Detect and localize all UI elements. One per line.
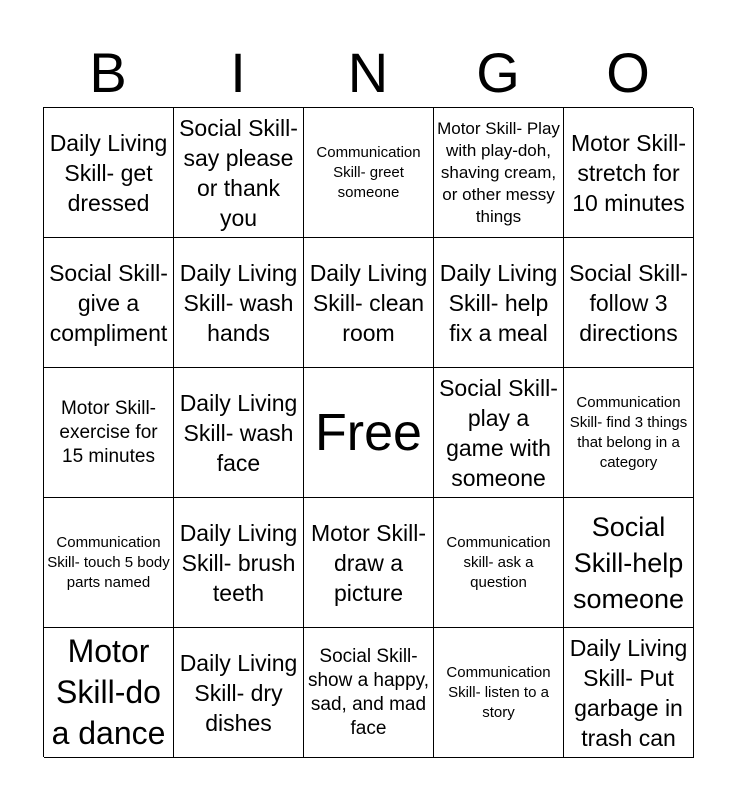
- bingo-cell[interactable]: [44, 238, 174, 368]
- bingo-cell-text: Social Skill- follow 3 directions: [569, 259, 688, 346]
- bingo-cell[interactable]: [174, 368, 304, 498]
- bingo-cell[interactable]: [174, 108, 304, 238]
- bingo-cell[interactable]: [174, 238, 304, 368]
- bingo-cell[interactable]: [564, 238, 694, 368]
- bingo-cell[interactable]: [564, 368, 694, 498]
- bingo-cell-text: Daily Living Skill- wash hands: [179, 259, 298, 346]
- header-letter-i: I: [230, 41, 246, 104]
- bingo-cell[interactable]: [434, 238, 564, 368]
- bingo-cell-text: Motor Skill- Play with play-doh, shaving cream, or other messy things: [437, 118, 560, 226]
- bingo-cell-text: Daily Living Skill- wash face: [179, 389, 298, 476]
- bingo-cell[interactable]: [434, 498, 564, 628]
- bingo-cell[interactable]: [304, 498, 434, 628]
- bingo-cell-text: Social Skill-help someone: [572, 511, 685, 614]
- bingo-cell[interactable]: [304, 108, 434, 238]
- bingo-cell-text: Free: [315, 403, 422, 462]
- bingo-cell[interactable]: [304, 238, 434, 368]
- bingo-cell[interactable]: [434, 108, 564, 238]
- bingo-cell[interactable]: [564, 498, 694, 628]
- bingo-board: [43, 107, 693, 757]
- bingo-cell[interactable]: [44, 498, 174, 628]
- bingo-cell-text: Communication Skill- listen to a story: [446, 663, 551, 721]
- bingo-cell[interactable]: [434, 628, 564, 758]
- bingo-cell-text: Communication skill- ask a question: [446, 533, 551, 591]
- bingo-cell-text: Social Skill- show a happy, sad, and mad face: [307, 645, 430, 739]
- header-letter-g: G: [476, 41, 520, 104]
- bingo-cell[interactable]: [44, 628, 174, 758]
- bingo-cell[interactable]: [564, 108, 694, 238]
- bingo-cell-text: Social Skill- give a compliment: [49, 259, 168, 346]
- bingo-cell[interactable]: [174, 628, 304, 758]
- bingo-cell-text: Communication Skill- find 3 things that belong in a category: [569, 393, 688, 471]
- bingo-cell[interactable]: [434, 368, 564, 498]
- bingo-cell-text: Motor Skill- stretch for 10 minutes: [570, 129, 686, 216]
- bingo-cell-text: Daily Living Skill- brush teeth: [179, 519, 298, 606]
- header-letter-o: O: [606, 41, 650, 104]
- bingo-cell-text: Motor Skill-do a dance: [51, 633, 166, 751]
- bingo-free-space[interactable]: [304, 368, 434, 498]
- bingo-cell[interactable]: [44, 108, 174, 238]
- bingo-cell-text: Daily Living Skill- help fix a meal: [439, 259, 558, 346]
- bingo-cell-text: Social Skill- play a game with someone: [439, 374, 558, 491]
- bingo-cell[interactable]: [564, 628, 694, 758]
- header-letter-n: N: [347, 41, 389, 104]
- bingo-cell-text: Daily Living Skill- get dressed: [49, 129, 168, 216]
- bingo-cell[interactable]: [44, 368, 174, 498]
- bingo-cell-text: Daily Living Skill- clean room: [309, 259, 428, 346]
- bingo-cell[interactable]: [304, 628, 434, 758]
- bingo-cell-text: Daily Living Skill- dry dishes: [179, 649, 298, 736]
- header-letter-b: B: [89, 41, 127, 104]
- bingo-cell-text: Communication Skill- greet someone: [316, 143, 421, 201]
- bingo-cell[interactable]: [174, 498, 304, 628]
- bingo-cell-text: Motor Skill- exercise for 15 minutes: [59, 397, 158, 467]
- bingo-cell-text: Social Skill-say please or thank you: [179, 114, 298, 231]
- bingo-cell-text: Motor Skill- draw a picture: [310, 519, 426, 606]
- bingo-cell-text: Communication Skill- touch 5 body parts named: [47, 533, 170, 591]
- bingo-header: [43, 38, 693, 108]
- bingo-cell-text: Daily Living Skill- Put garbage in trash can: [569, 634, 688, 751]
